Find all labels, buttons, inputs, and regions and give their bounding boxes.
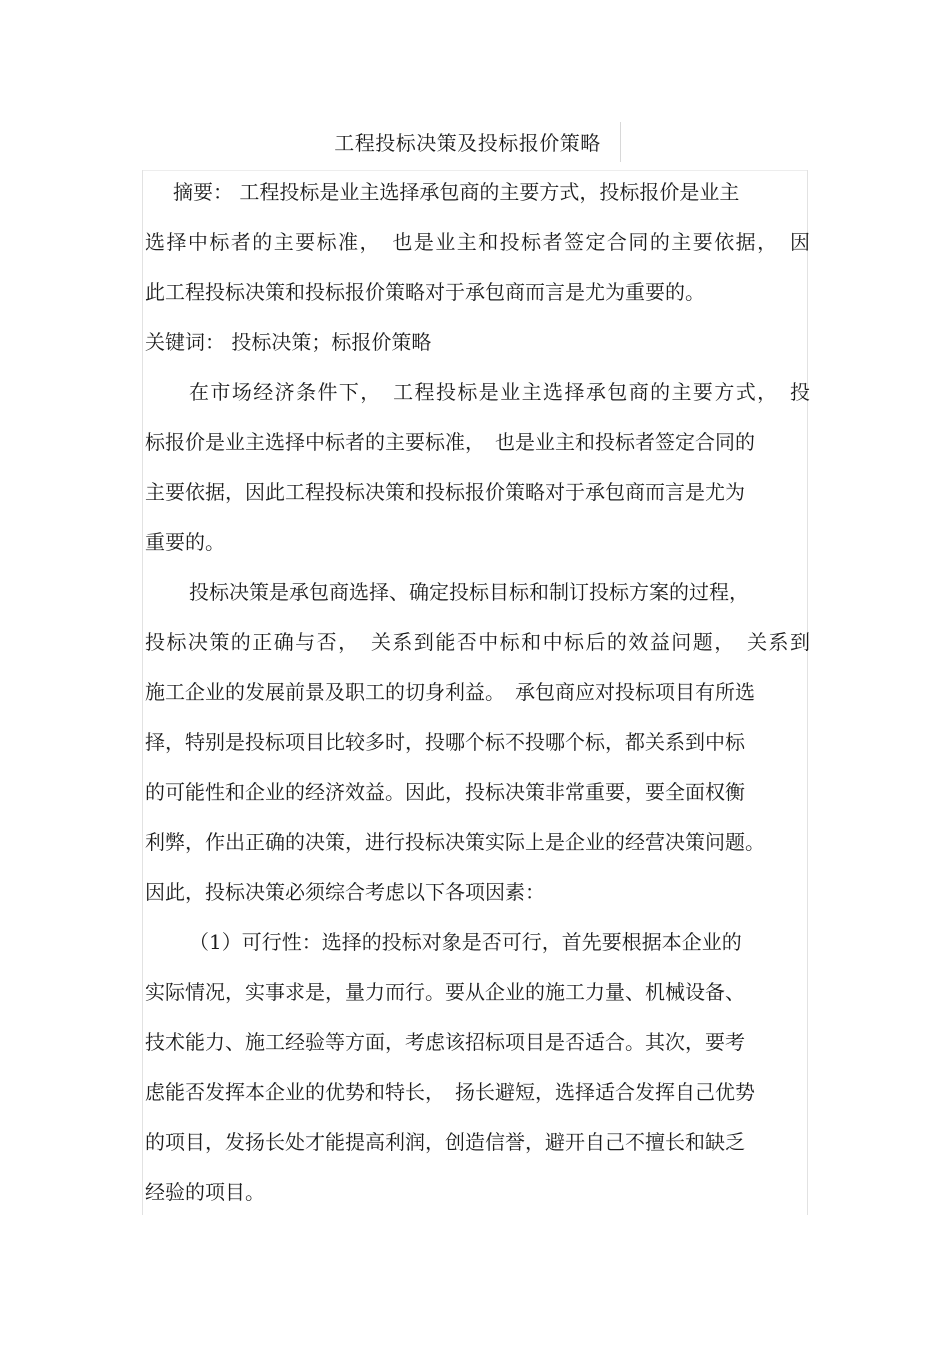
body-line: 利弊，作出正确的决策，进行投标决策实际上是企业的经营决策问题。	[145, 830, 765, 854]
frame-left-border	[142, 170, 143, 1215]
abstract-line: 摘要： 工程投标是业主选择承包商的主要方式，投标报价是业主	[173, 180, 740, 204]
body-line: 的项目，发扬长处才能提高利润，创造信誉，避开自己不擅长和缺乏	[145, 1130, 745, 1154]
keywords-line: 关键词： 投标决策；标报价策略	[145, 330, 432, 354]
body-line: 标报价是业主选择中标者的主要标准， 也是业主和投标者签定合同的	[145, 430, 755, 454]
body-line: 技术能力、施工经验等方面，考虑该招标项目是否适合。其次，要考	[145, 1030, 745, 1054]
body-line: 投标决策的正确与否， 关系到能否中标和中标后的效益问题， 关系到	[145, 630, 810, 654]
body-line: 经验的项目。	[145, 1180, 265, 1204]
body-line: 择，特别是投标项目比较多时，投哪个标不投哪个标，都关系到中标	[145, 730, 745, 754]
title-divider	[620, 122, 621, 162]
body-line: 虑能否发挥本企业的优势和特长， 扬长避短，选择适合发挥自己优势	[145, 1080, 755, 1104]
body-line: 实际情况，实事求是，量力而行。要从企业的施工力量、机械设备、	[145, 980, 745, 1004]
body-line: 在市场经济条件下， 工程投标是业主选择承包商的主要方式， 投	[189, 380, 810, 404]
body-line: 主要依据，因此工程投标决策和投标报价策略对于承包商而言是尤为	[145, 480, 745, 504]
body-line: （1）可行性：选择的投标对象是否可行，首先要根据本企业的	[189, 930, 742, 954]
abstract-line: 此工程投标决策和投标报价策略对于承包商而言是尤为重要的。	[145, 280, 705, 304]
body-line: 投标决策是承包商选择、确定投标目标和制订投标方案的过程，	[189, 580, 749, 604]
document-title: 工程投标决策及投标报价策略	[334, 131, 601, 155]
body-line: 的可能性和企业的经济效益。因此，投标决策非常重要，要全面权衡	[145, 780, 745, 804]
body-line: 施工企业的发展前景及职工的切身利益。 承包商应对投标项目有所选	[145, 680, 755, 704]
abstract-line: 选择中标者的主要标准， 也是业主和投标者签定合同的主要依据， 因	[145, 230, 810, 254]
body-line: 重要的。	[145, 530, 225, 554]
body-line: 因此，投标决策必须综合考虑以下各项因素：	[145, 880, 545, 904]
frame-top-border	[142, 170, 808, 171]
